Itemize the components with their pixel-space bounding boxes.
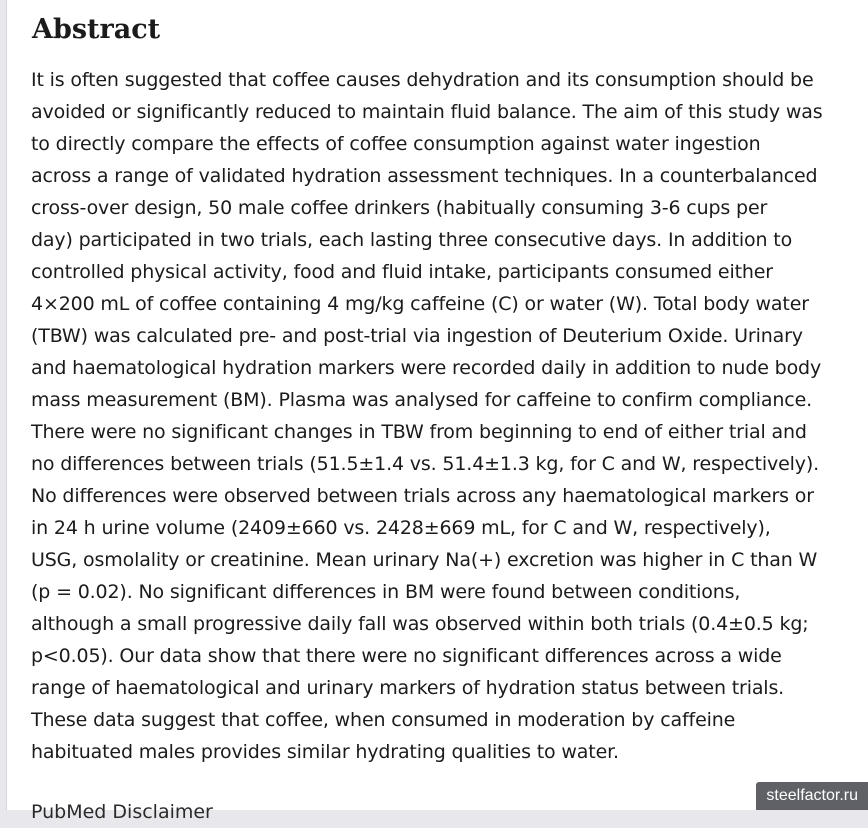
abstract-line: There were no significant changes in TBW from beginning to end of either trial and <box>31 421 807 443</box>
abstract-line: range of haematological and urinary markers of hydration status between trials. <box>31 677 785 699</box>
abstract-line: controlled physical activity, food and fluid intake, participants consumed either <box>31 261 773 283</box>
site-watermark: steelfactor.ru <box>756 782 868 810</box>
abstract-line: USG, osmolality or creatinine. Mean urinary Na(+) excretion was higher in C than W <box>31 549 818 571</box>
abstract-text <box>31 64 851 768</box>
abstract-line: (TBW) was calculated pre- and post-trial via ingestion of Deuterium Oxide. Urinary <box>31 325 803 347</box>
abstract-line: avoided or significantly reduced to maintain fluid balance. The aim of this study was <box>31 101 823 123</box>
abstract-line: 4×200 mL of coffee containing 4 mg/kg caffeine (C) or water (W). Total body water <box>31 293 809 315</box>
abstract-line: It is often suggested that coffee causes dehydration and its consumption should be <box>31 69 814 91</box>
abstract-line: and haematological hydration markers were recorded daily in addition to nude body <box>31 357 822 379</box>
abstract-line: cross-over design, 50 male coffee drinkers (habitually consuming 3-6 cups per <box>31 197 768 219</box>
abstract-line: across a range of validated hydration assessment techniques. In a counterbalanced <box>31 165 818 187</box>
abstract-line: although a small progressive daily fall was observed within both trials (0.4±0.5 kg; <box>31 613 809 635</box>
abstract-line: to directly compare the effects of coffee consumption against water ingestion <box>31 133 761 155</box>
abstract-line: (p = 0.02). No significant differences in BM were found between conditions, <box>31 581 741 603</box>
abstract-line: day) participated in two trials, each lasting three consecutive days. In addition to <box>31 229 793 251</box>
abstract-line: p<0.05). Our data show that there were no significant differences across a wide <box>31 645 782 667</box>
abstract-line: mass measurement (BM). Plasma was analysed for caffeine to confirm compliance. <box>31 389 812 411</box>
article-panel <box>6 0 868 823</box>
abstract-heading: Abstract <box>32 14 161 45</box>
abstract-line: habituated males provides similar hydrating qualities to water. <box>31 741 619 763</box>
disclaimer-link[interactable]: PubMed Disclaimer <box>31 801 213 823</box>
abstract-line: no differences between trials (51.5±1.4 vs. 51.4±1.3 kg, for C and W, respectively). <box>31 453 819 475</box>
abstract-line: No differences were observed between trials across any haematological markers or <box>31 485 814 507</box>
abstract-line: in 24 h urine volume (2409±660 vs. 2428±669 mL, for C and W, respectively), <box>31 517 771 539</box>
abstract-line: These data suggest that coffee, when consumed in moderation by caffeine <box>31 709 736 731</box>
